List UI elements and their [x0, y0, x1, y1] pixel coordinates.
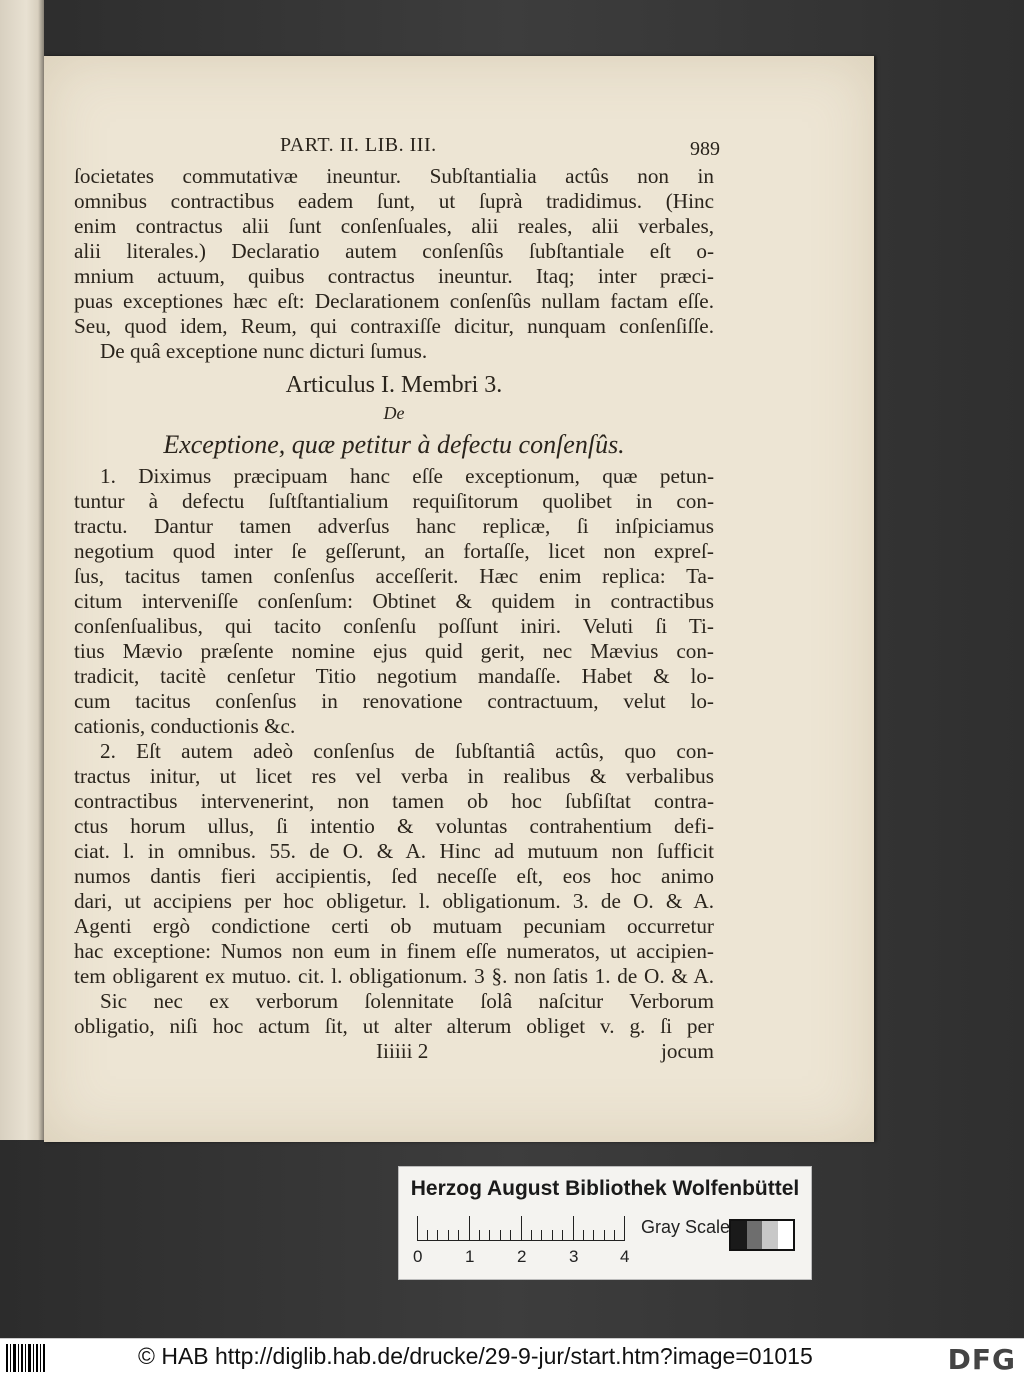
ruler-tick: [624, 1216, 625, 1240]
ruler-tick: [489, 1230, 490, 1240]
ruler-tick: [614, 1230, 615, 1240]
text-line: omnibus contractibus eadem ſunt, ut ſuprà tradidimus. (Hinc: [74, 189, 714, 213]
ruler-tick: [562, 1230, 563, 1240]
ruler-tick: [437, 1230, 438, 1240]
text-line: cationis, conductionis &c.: [74, 714, 296, 738]
gray-scale-label: Gray Scale: [641, 1217, 731, 1237]
ruler-tick: [593, 1230, 594, 1240]
dfg-logo: DFG: [947, 1343, 1016, 1376]
text-line: tradicit, tacitè cenſetur Titio negotium mandaſſe. Habet & lo-: [74, 664, 714, 688]
text-line: dari, ut accipiens per hoc obligetur. l. obligationum. 3. de O. & A.: [74, 889, 714, 913]
text-line: Agenti ergò condictione certi ob mutuam pecuniam occurretur: [74, 914, 714, 938]
ruler-tick: [552, 1230, 553, 1240]
text-line: puas exceptiones hæc eſt: Declarationem conſenſûs nullam factam eſſe.: [74, 289, 714, 313]
color-scale-card: [398, 1166, 812, 1280]
text-line: 2. Eſt autem adeò conſenſus de ſubſtantiâ actûs, quo con-: [100, 739, 714, 763]
ruler-tick: [479, 1230, 480, 1240]
ruler-tick: [417, 1216, 418, 1240]
barcode-icon: [6, 1344, 48, 1372]
text-line: tem obligarent ex mutuo. cit. l. obligationum. 3 §. non ſatis 1. de O. & A.: [74, 964, 714, 988]
ruler-tick: [541, 1230, 542, 1240]
ruler-tick: [469, 1216, 470, 1240]
text-line: tuntur à defectu ſuſtſtantialium requiſitorum quolibet in con-: [74, 489, 714, 513]
copyright-link[interactable]: © HAB http://diglib.hab.de/drucke/29-9-jur/start.htm?image=01015: [138, 1343, 813, 1369]
intro-paragraph: [74, 164, 714, 364]
text-line: ciat. l. in omnibus. 55. de O. & A. Hinc ad mutuum non ſufficit: [74, 839, 714, 863]
paragraph-1: [74, 464, 714, 739]
ruler-tick: [531, 1230, 532, 1240]
ruler-tick: [604, 1230, 605, 1240]
ruler-tick: [521, 1216, 522, 1240]
page-number: 989: [690, 138, 720, 160]
ruler-number: 1: [465, 1247, 475, 1266]
library-name: Herzog August Bibliothek Wolfenbüttel: [410, 1177, 800, 1200]
text-line: 1. Diximus præcipuam hanc eſſe exceptionum, quæ petun-: [100, 464, 714, 488]
paragraph-2: [74, 739, 714, 989]
text-line: cum tacitus conſenſus in renovatione contractuum, velut lo-: [74, 689, 714, 713]
text-line: alii literales.) Declaratio autem conſenſûs ſubſtantiale eſt o-: [74, 239, 714, 263]
ruler-tick: [583, 1230, 584, 1240]
paragraph-3: [74, 989, 714, 1039]
text-line: conſenſualibus, qui tacito conſenſu poſſunt iniri. Veluti ſi Ti-: [74, 614, 714, 638]
ruler-tick: [510, 1230, 511, 1240]
text-line: tius Mævio præſente nomine ejus quid gerit, nec Mævius con-: [74, 639, 714, 663]
ruler-tick: [427, 1230, 428, 1240]
gray-swatch: [762, 1221, 778, 1249]
text-line: ſus, tacitus tamen conſenſus acceſſerit. Hæc enim replica: Ta-: [74, 564, 714, 588]
running-head-title: PART. II. LIB. III.: [280, 134, 437, 156]
text-line: mnium actuum, quibus contractus ineuntur. Itaq; inter præci-: [74, 264, 714, 288]
text-line: Seu, quod idem, Reum, qui contraxiſſe dicitur, nunquam conſenſiſſe.: [74, 314, 714, 338]
gray-swatch: [747, 1221, 763, 1249]
ruler-tick: [500, 1230, 501, 1240]
text-line: tractus initur, ut licet res vel verba in realibus & verbalibus: [74, 764, 714, 788]
article-heading-de: De: [383, 403, 405, 423]
ruler-number: 0: [413, 1247, 423, 1266]
text-line: negotium quod inter ſe geſſerunt, an fortaſſe, licet non expreſ-: [74, 539, 714, 563]
ruler-tick: [573, 1216, 574, 1240]
book-page: [44, 56, 874, 1142]
text-line: contractibus intervenerint, non tamen ob hoc ſubſiſtat contra-: [74, 789, 714, 813]
running-head: [74, 134, 720, 164]
ruler-tick: [458, 1230, 459, 1240]
text-line: De quâ exceptione nunc dicturi ſumus.: [100, 339, 428, 363]
gray-swatch: [731, 1221, 747, 1249]
text-line: hac exceptione: Numos non eum in finem eſſe numeratos, ut accipien-: [74, 939, 714, 963]
text-line: numos dantis fieri accipientis, ſed neceſſe eſt, eos hoc animo: [74, 864, 714, 888]
page-text: [74, 134, 720, 1065]
ruler: [417, 1217, 625, 1241]
previous-page-edge: [0, 0, 44, 1140]
text-line: obligatio, niſi hoc actum ſit, ut alter alterum obliget v. g. ſi per: [74, 1014, 714, 1038]
text-line: enim contractus alii ſunt conſenſuales, alii reales, alii verbales,: [74, 214, 714, 238]
catchword: jocum: [661, 1039, 714, 1063]
text-line: ctus horum ullus, ſi intentio & voluntas contrahentium defi-: [74, 814, 714, 838]
text-line: Sic nec ex verborum ſolennitate ſolâ naſcitur Verborum: [100, 989, 714, 1013]
text-line: ſocietates commutativæ ineuntur. Subſtantialia actûs non in: [74, 164, 714, 188]
gray-swatches: [729, 1219, 795, 1251]
ruler-tick: [448, 1230, 449, 1240]
ruler-number: 4: [620, 1247, 630, 1266]
page-footer: [74, 1039, 714, 1065]
gray-swatch: [778, 1221, 794, 1249]
bottom-info-bar: [0, 1338, 1024, 1376]
ruler-number: 2: [517, 1247, 527, 1266]
article-title: Exceptione, quæ petitur à defectu conſenſûs.: [163, 430, 625, 459]
signature-mark: Iiiiii 2: [376, 1039, 429, 1063]
ruler-number: 3: [569, 1247, 579, 1266]
text-line: tractu. Dantur tamen adverſus hanc replicæ, ſi inſpiciamus: [74, 514, 714, 538]
ruler-numbers: [413, 1247, 643, 1269]
article-heading: Articulus I. Membri 3.: [285, 372, 503, 398]
text-line: citum interveniſſe conſenſum: Obtinet & quidem in contractibus: [74, 589, 714, 613]
